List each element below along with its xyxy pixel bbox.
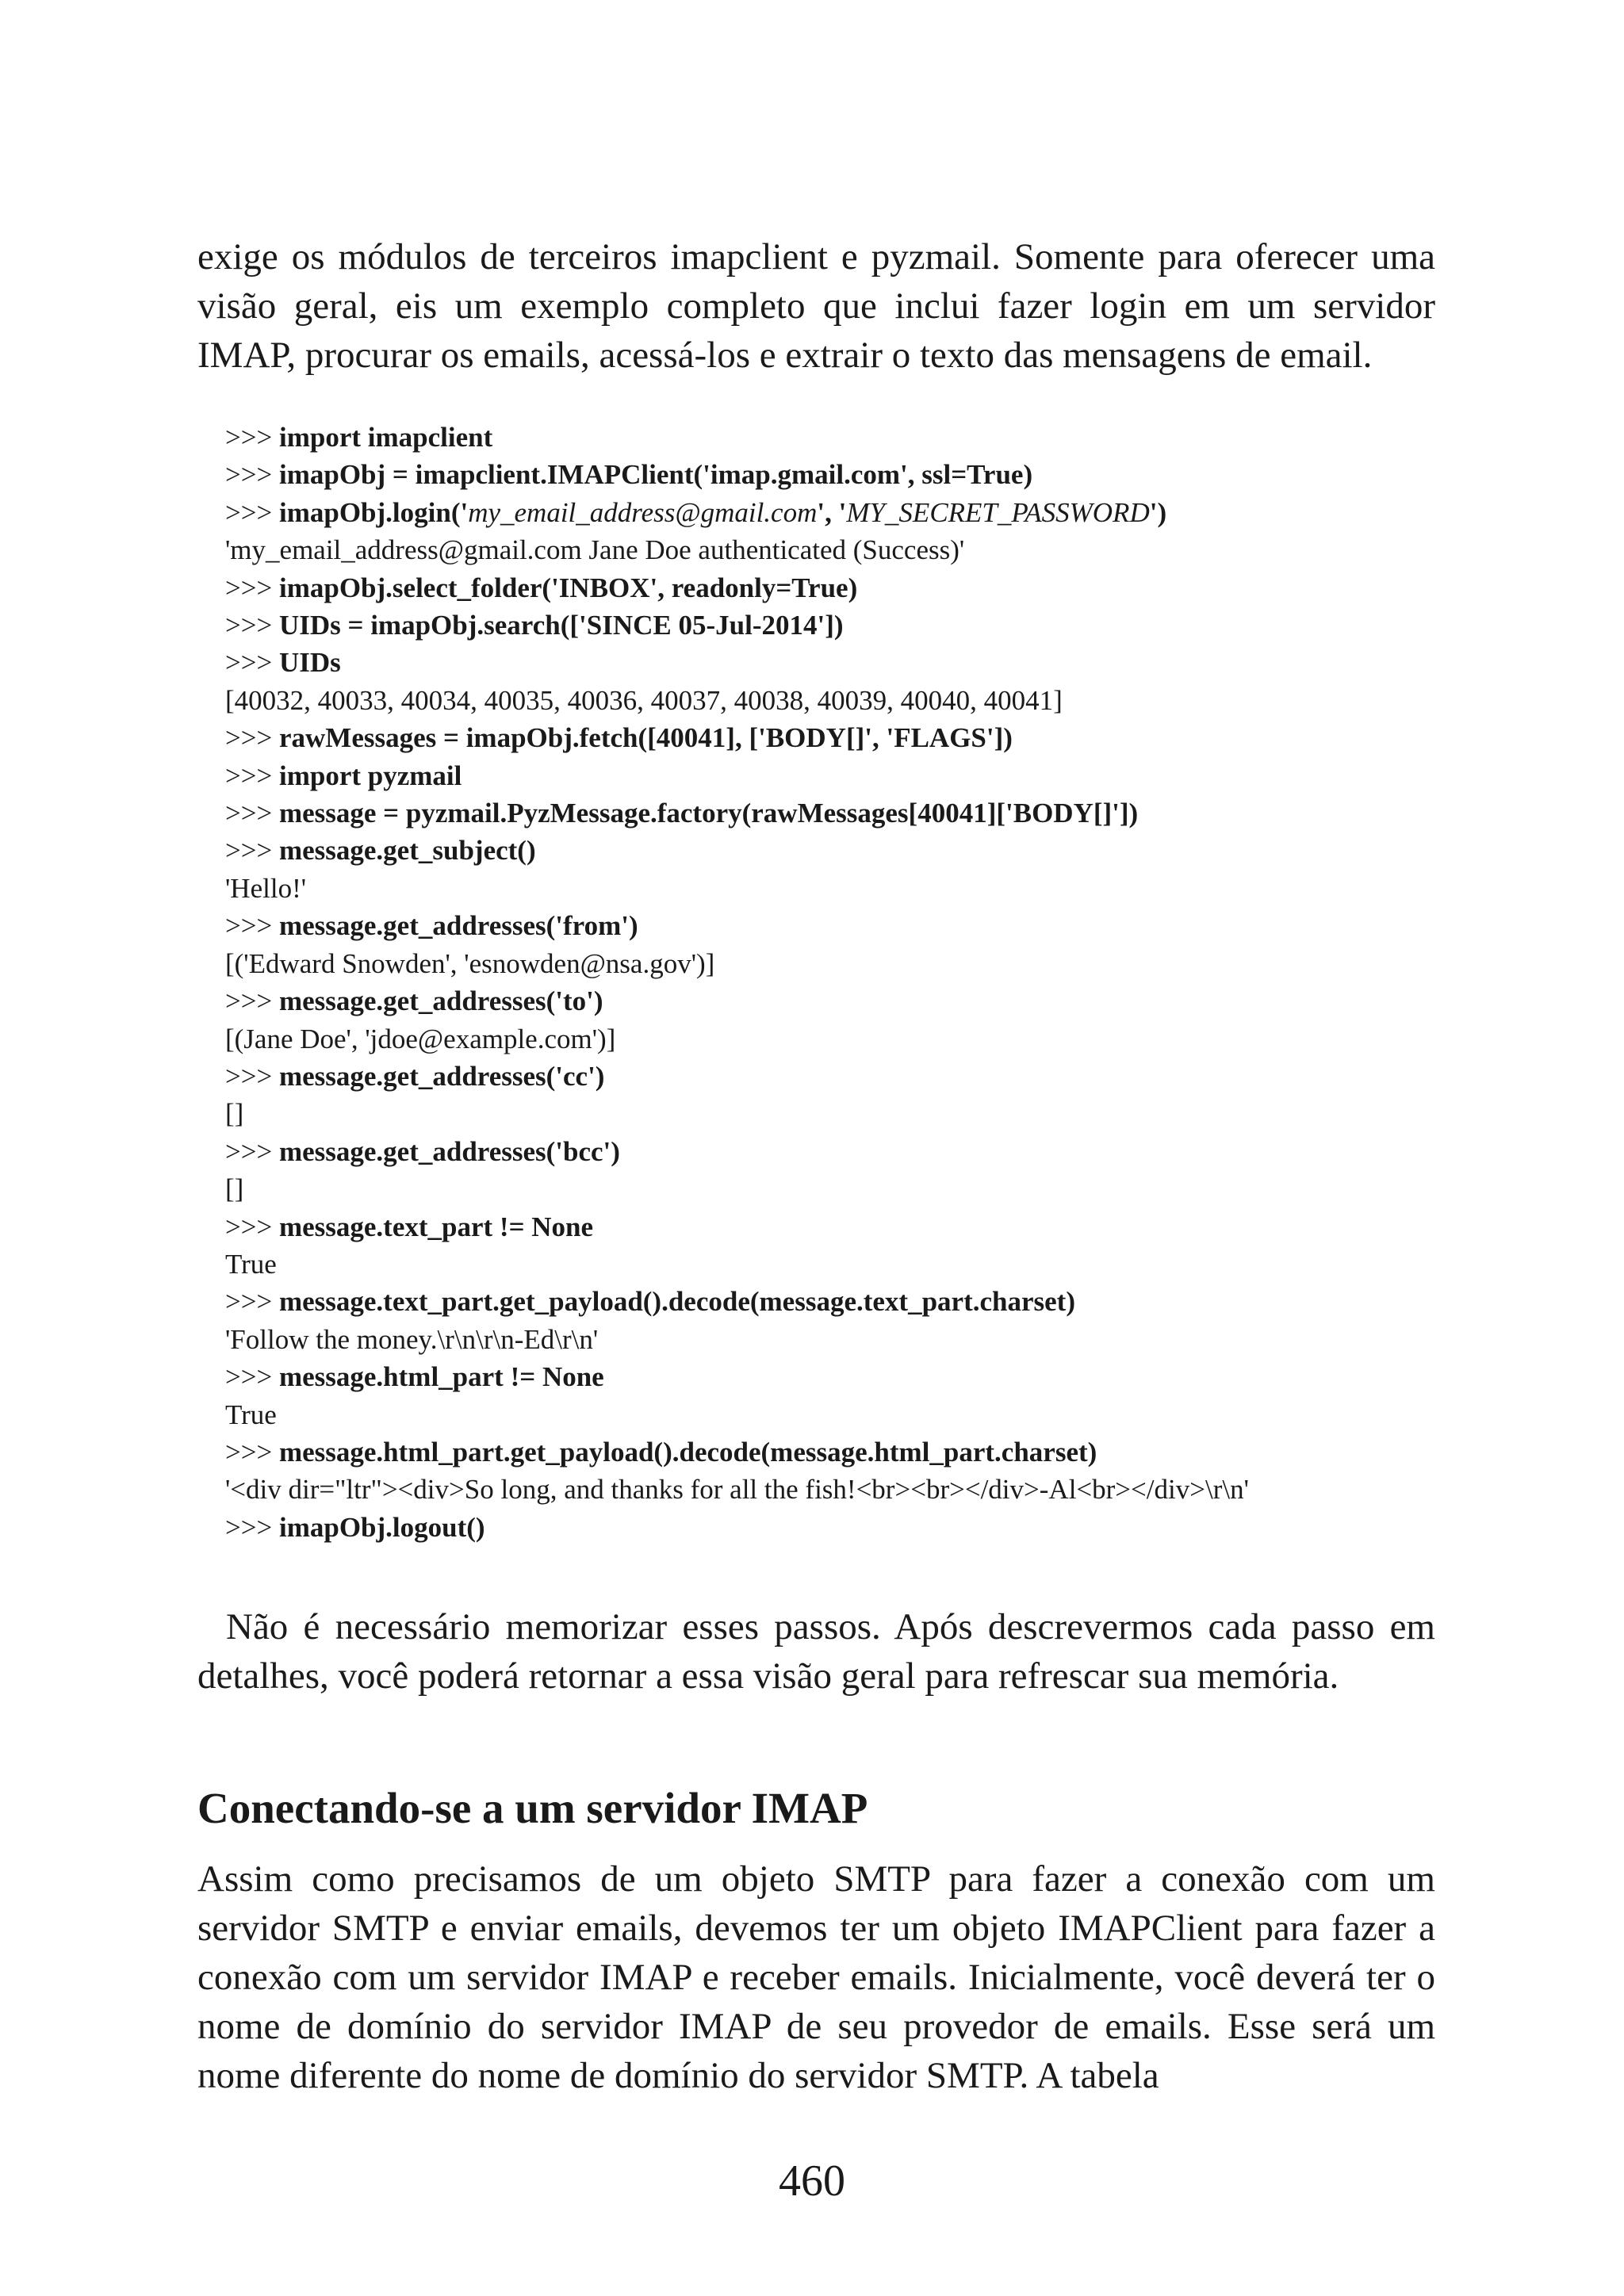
code-input-line [225, 982, 1589, 1020]
code-statement: imapObj.select_folder('INBOX', readonly=True) [278, 572, 858, 603]
code-input-line [225, 607, 1589, 644]
code-output: [('Edward Snowden', 'esnowden@nsa.gov')] [225, 947, 715, 979]
code-statement: import pyzmail [278, 760, 462, 791]
code-input-line [225, 456, 1589, 493]
code-statement: imapObj = imapclient.IMAPClient('imap.gmail.com', ssl=True) [278, 459, 1033, 491]
code-statement: message.html_part.get_payload().decode(message.html_part.charset) [278, 1436, 1097, 1468]
code-output: 'my_email_address@gmail.com Jane Doe authenticated (Success)' [225, 534, 965, 566]
code-input-line [225, 1133, 1589, 1170]
code-input-line [225, 1283, 1589, 1320]
code-output: [] [225, 1098, 244, 1130]
code-prompt: >>> [225, 910, 279, 942]
code-statement: message.get_subject() [278, 835, 536, 867]
code-statement: ', ' [817, 496, 847, 528]
code-input-line [225, 757, 1589, 794]
code-prompt: >>> [225, 572, 279, 603]
code-output: 'Follow the money.\r\n\r\n-Ed\r\n' [225, 1323, 599, 1355]
code-prompt: >>> [225, 610, 279, 641]
code-output: True [225, 1248, 277, 1280]
code-statement: message.get_addresses('to') [278, 985, 603, 1017]
code-input-line [225, 569, 1589, 607]
code-input-line [225, 719, 1589, 756]
code-prompt: >>> [225, 760, 279, 791]
code-statement: UIDs = imapObj.search(['SINCE 05-Jul-2014']) [278, 610, 844, 641]
code-statement: message.get_addresses('cc') [278, 1060, 605, 1092]
code-statement: ') [1149, 496, 1167, 528]
code-output: '<div dir="ltr"><div>So long, and thanks for all the fish!<br><br></div>-Al<br></div>\r\n' [225, 1474, 1249, 1506]
code-statement: message.get_addresses('from') [278, 910, 638, 942]
memo-paragraph: Não é necessário memorizar esses passos. Após descrevermos cada passo em detalhes, você poderá retornar a essa visão geral para refrescar sua memória. [197, 1606, 1435, 1697]
code-prompt: >>> [225, 835, 279, 867]
code-output-line [225, 531, 1589, 568]
code-statement: message.html_part != None [278, 1361, 604, 1393]
imap-paragraph: Assim como precisamos de um objeto SMTP para fazer a conexão com um servidor SMTP e enviar emails, devemos ter um objeto IMAPClient para fazer a conexão com um servidor IMAP e receber emails. Inicialmente, você deverá ter o nome de domínio do servidor IMAP de seu provedor de emails. Esse será um nome diferente do nome de domínio do servidor SMTP. A tabela [197, 1858, 1435, 2096]
code-prompt: >>> [225, 798, 279, 829]
code-prompt: >>> [225, 422, 279, 453]
code-placeholder-email: my_email_address@gmail.com [468, 496, 818, 528]
code-prompt: >>> [225, 1211, 279, 1242]
code-output: [] [225, 1173, 244, 1205]
code-output-line [225, 1170, 1589, 1207]
code-output-line [225, 1471, 1589, 1508]
code-input-line [225, 1358, 1589, 1395]
code-statement: message.text_part != None [278, 1211, 594, 1242]
code-input-line [225, 494, 1589, 531]
code-input-line [225, 644, 1589, 681]
code-output-line [225, 682, 1589, 719]
code-output: True [225, 1399, 277, 1430]
code-input-line [225, 832, 1589, 869]
code-statement: message = pyzmail.PyzMessage.factory(rawMessages[40041]['BODY[]']) [278, 798, 1139, 829]
code-input-line [225, 794, 1589, 832]
code-prompt: >>> [225, 985, 279, 1017]
code-output: [(Jane Doe', 'jdoe@example.com')] [225, 1023, 616, 1054]
code-input-line [225, 1058, 1589, 1095]
code-output-line [225, 1396, 1589, 1433]
code-output-line [225, 1246, 1589, 1283]
code-statement: import imapclient [278, 422, 493, 453]
code-input-line [225, 907, 1589, 944]
code-input-line [225, 1509, 1589, 1546]
code-output-line [225, 945, 1589, 982]
code-statement: UIDs [278, 647, 341, 679]
page-number: 460 [779, 2156, 845, 2206]
code-prompt: >>> [225, 1361, 279, 1393]
code-listing [225, 419, 1589, 1546]
code-statement: rawMessages = imapObj.fetch([40041], ['BODY[]', 'FLAGS']) [278, 722, 1013, 754]
code-output-line [225, 1095, 1589, 1132]
code-placeholder-password: MY_SECRET_PASSWORD [846, 496, 1150, 528]
code-prompt: >>> [225, 1511, 279, 1543]
code-output-line [225, 1020, 1589, 1058]
code-prompt: >>> [225, 1436, 279, 1468]
code-prompt: >>> [225, 1135, 279, 1167]
code-statement: imapObj.logout() [278, 1511, 485, 1543]
code-output-line [225, 1321, 1589, 1358]
code-output: 'Hello!' [225, 872, 307, 904]
code-input-line [225, 419, 1589, 456]
code-statement: imapObj.login(' [278, 496, 469, 528]
code-prompt: >>> [225, 459, 279, 491]
code-prompt: >>> [225, 1060, 279, 1092]
code-output: [40032, 40033, 40034, 40035, 40036, 40037, 40038, 40039, 40040, 40041] [225, 684, 1063, 716]
code-input-line [225, 1433, 1589, 1471]
code-prompt: >>> [225, 722, 279, 754]
code-prompt: >>> [225, 1286, 279, 1318]
code-statement: message.text_part.get_payload().decode(message.text_part.charset) [278, 1286, 1075, 1318]
code-prompt: >>> [225, 647, 279, 679]
code-input-line [225, 1208, 1589, 1246]
code-output-line [225, 870, 1589, 907]
code-statement: message.get_addresses('bcc') [278, 1135, 620, 1167]
section-heading: Conectando-se a um servidor IMAP [197, 1783, 868, 1832]
code-prompt: >>> [225, 496, 279, 528]
intro-paragraph: exige os módulos de terceiros imapclient e pyzmail. Somente para oferecer uma visão geral, eis um exemplo completo que inclui fazer login em um servidor IMAP, procurar os emails, acessá-los e extrair o texto das mensagens de email. [197, 236, 1435, 376]
